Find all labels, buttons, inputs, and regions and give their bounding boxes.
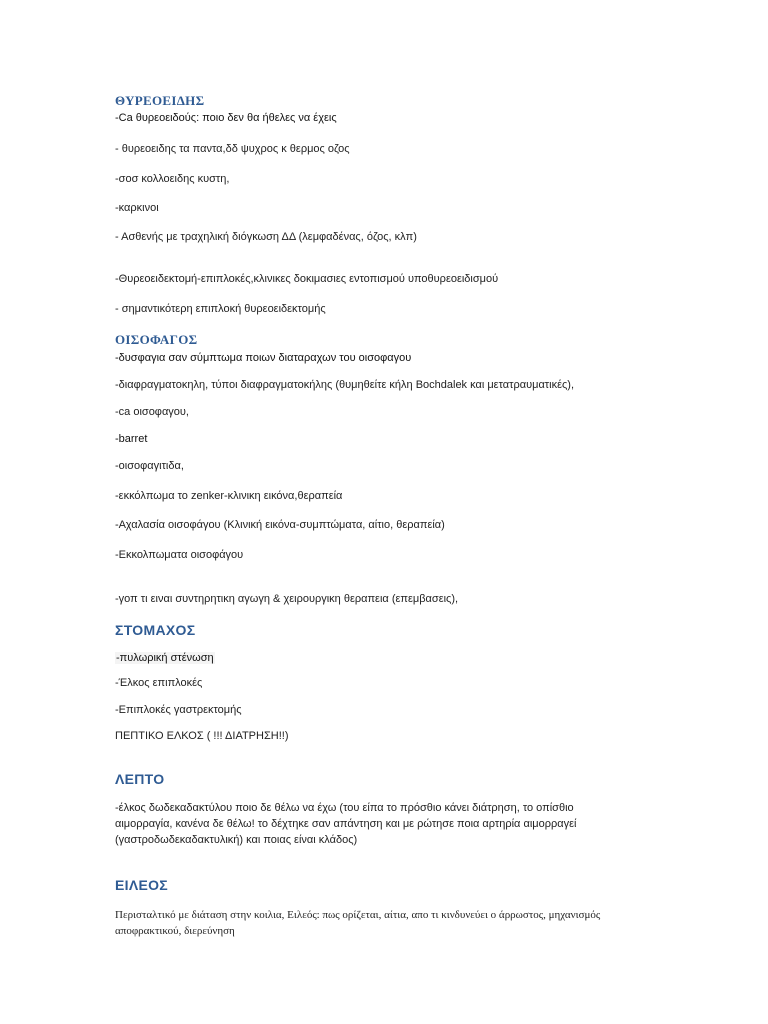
- stomach-line-2: -Έλκος επιπλοκές: [115, 677, 203, 689]
- esophagus-line-3: -ca οισοφαγου,: [115, 406, 189, 418]
- heading-esophagus: ΟΙΣΟΦΑΓΟΣ: [115, 332, 198, 347]
- stomach-line-3: -Επιπλοκές γαστρεκτομής: [115, 704, 242, 716]
- heading-ileus: ΕΙΛΕΟΣ: [115, 877, 168, 893]
- stomach-line-1-text: -πυλωρική στένωση: [116, 652, 214, 664]
- small-bowel-paragraph: [115, 800, 576, 848]
- thyroid-line-4: -καρκινοι: [115, 202, 159, 214]
- heading-thyroid: ΘΥΡΕΟΕΙΔΗΣ: [115, 93, 205, 108]
- stomach-line-1: [115, 652, 215, 665]
- ileus-paragraph: [115, 907, 600, 939]
- small-bowel-line-3: (γαστροδωδεκαδακτυλική) και ποιας είναι κλάδος): [115, 834, 358, 846]
- esophagus-line-2: -διαφραγματοκηλη, τύποι διαφραγματοκήλης (θυμηθείτε κήλη Bochdalek και μετατραυματικές),: [115, 379, 575, 391]
- esophagus-line-8: -Εκκολπωματα οισοφάγου: [115, 549, 244, 561]
- heading-small-bowel: ΛΕΠΤΟ: [115, 771, 165, 787]
- thyroid-line-3: -σοσ κολλοειδης κυστη,: [115, 173, 230, 185]
- thyroid-line-6: -Θυρεοειδεκτομή-επιπλοκές,κλινικες δοκιμασιες εντοπισμού υποθυρεοειδισμού: [115, 273, 499, 285]
- small-bowel-line-2: αιμορραγία, κανένα δε θέλω! το δέχτηκε σαν απάντηση και με ρώτησε ποια αρτηρία αιμορραγεί: [115, 818, 577, 830]
- thyroid-line-7: - σημαντικότερη επιπλοκή θυρεοειδεκτομής: [115, 303, 326, 315]
- thyroid-line-1: -Ca θυρεοειδούς: ποιο δεν θα ήθελες να έχεις: [115, 112, 337, 124]
- esophagus-line-6: -εκκόλπωμα το zenker-κλινικη εικόνα,θεραπεία: [115, 490, 343, 502]
- esophagus-line-7: -Αχαλασία οισοφάγου (Κλινική εικόνα-συμπτώματα, αίτιο, θεραπεία): [115, 519, 445, 531]
- ileus-line-2: αποφρακτικού, διερεύνηση: [115, 925, 235, 937]
- ileus-line-1: Περισταλτικό με διάταση στην κοιλια, Ειλεός: πως ορίζεται, αίτια, απο τι κινδυνεύει ο άρρωστος, μηχανισμός: [115, 909, 601, 921]
- thyroid-line-5: - Ασθενής με τραχηλική διόγκωση ΔΔ (λεμφαδένας, όζος, κλπ): [115, 231, 417, 243]
- small-bowel-line-1: -έλκος δωδεκαδακτύλου ποιο δε θέλω να έχω (του είπα το πρόσθιο κάνει διάτρηση, το οπίσθιο: [115, 802, 574, 814]
- heading-stomach: ΣΤΟΜΑΧΟΣ: [115, 622, 196, 638]
- esophagus-line-9: -γοπ τι ειναι συντηρητικη αγωγη & χειρουργικη θεραπεια (επεμβασεις),: [115, 593, 459, 605]
- esophagus-line-5: -οισοφαγιτιδα,: [115, 460, 184, 472]
- thyroid-line-2: - θυρεοειδης τα παντα,δδ ψυχρος κ θερμος οζος: [115, 143, 350, 155]
- esophagus-line-4: -barret: [115, 433, 148, 445]
- stomach-line-4: ΠΕΠΤΙΚΟ ΕΛΚΟΣ ( !!! ΔΙΑΤΡΗΣΗ!!): [115, 730, 289, 742]
- esophagus-line-1: -δυσφαγια σαν σύμπτωμα ποιων διαταραχων του οισοφαγου: [115, 352, 412, 364]
